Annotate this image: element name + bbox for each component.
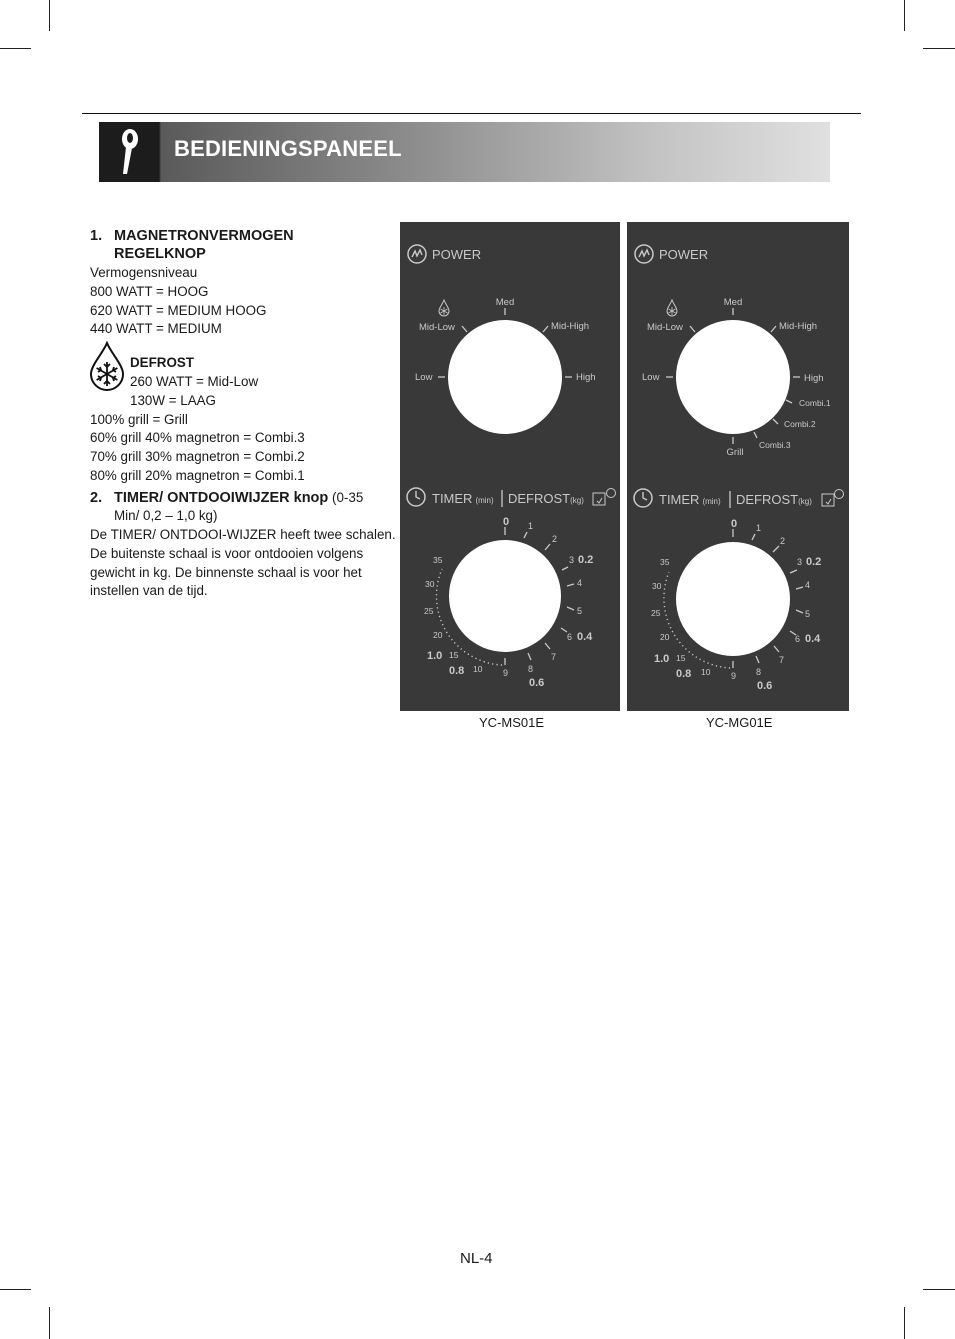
power-med-label: Med (723, 297, 743, 308)
defrost-title: DEFROST (130, 355, 194, 370)
crop-mark (923, 1289, 955, 1290)
timer-35-label: 35 (433, 555, 443, 565)
timer-20-label: 20 (660, 632, 670, 642)
section2-title: TIMER/ ONTDOOIWIJZER knop (114, 490, 329, 506)
crop-mark (0, 48, 31, 49)
body-line: Vermogensniveau (90, 265, 198, 280)
timer-5-label: 5 (577, 606, 583, 616)
kg-06-label: 0.6 (757, 680, 773, 692)
knob-icon (99, 122, 159, 182)
body-line: 440 WATT = MEDIUM (90, 321, 222, 336)
power-combi1-label: Combi.1 (799, 398, 831, 408)
power-midhigh-label: Mid-High (779, 321, 818, 332)
power-knob[interactable] (676, 320, 790, 434)
crop-mark (923, 48, 955, 49)
body-line: 80% grill 20% magnetron = Combi.1 (90, 468, 305, 483)
kg-04-label: 0.4 (805, 633, 821, 645)
kg-06-label: 0.6 (529, 677, 545, 689)
timer-15-label: 15 (449, 650, 459, 660)
crop-mark (904, 1307, 905, 1339)
body-line: 70% grill 30% magnetron = Combi.2 (90, 449, 305, 464)
section1-number: 1. (90, 228, 103, 244)
timer-label: TIMER (min) (659, 492, 721, 507)
timer-1-label: 1 (528, 521, 534, 531)
defrost-small-icon (667, 300, 677, 316)
timer-5-label: 5 (805, 609, 811, 619)
body-line: De TIMER/ ONTDOOI-WIJZER heeft twee schalen. (90, 527, 396, 542)
power-high-label: High (576, 372, 596, 383)
clock-icon (407, 488, 425, 506)
timer-4-label: 4 (577, 578, 583, 588)
page-number: NL-4 (460, 1250, 493, 1267)
timer-3-label: 3 (569, 555, 575, 565)
model-caption-right: YC-MG01E (706, 715, 773, 730)
crop-mark (904, 0, 905, 31)
kg-02-label: 0.2 (806, 556, 822, 568)
section2-range: (0-35 (332, 490, 364, 505)
power-combi3-label: Combi.3 (759, 440, 791, 450)
timer-9-label: 9 (503, 668, 509, 678)
power-midhigh-label: Mid-High (551, 321, 590, 332)
timer-7-label: 7 (779, 655, 785, 665)
kg-04-label: 0.4 (577, 631, 593, 643)
section1-title: MAGNETRONVERMOGEN (114, 228, 294, 244)
timer-label: TIMER (min) (432, 491, 494, 506)
timer-9-label: 9 (731, 671, 737, 681)
timer-35-label: 35 (660, 557, 670, 567)
defrost-weight-icon (822, 490, 844, 507)
timer-2-label: 2 (552, 534, 558, 544)
power-icon (635, 245, 653, 263)
power-midlow-label: Mid-Low (647, 322, 683, 333)
power-high-label: High (804, 373, 824, 384)
power-label: POWER (432, 247, 482, 262)
timer-10-label: 10 (473, 664, 483, 674)
crop-mark (0, 1289, 31, 1290)
power-midlow-label: Mid-Low (419, 322, 455, 333)
crop-mark (49, 0, 50, 31)
timer-0-label: 0 (502, 516, 510, 528)
timer-4-label: 4 (805, 580, 811, 590)
defrost-drop-icon (89, 341, 125, 396)
section2-title-line (114, 489, 363, 508)
kg-08-label: 0.8 (676, 668, 692, 680)
timer-knob[interactable] (676, 542, 790, 656)
timer-6-label: 6 (567, 632, 573, 642)
section2-range: Min/ 0,2 – 1,0 kg) (114, 508, 218, 523)
timer-30-label: 30 (652, 581, 662, 591)
kg-02-label: 0.2 (578, 554, 594, 566)
timer-0-label: 0 (730, 518, 738, 530)
body-line: 260 WATT = Mid-Low (130, 374, 259, 389)
timer-6-label: 6 (795, 634, 801, 644)
page-title: BEDIENINGSPANEEL (174, 136, 402, 161)
kg-10-label: 1.0 (654, 653, 670, 665)
timer-10-label: 10 (701, 667, 711, 677)
control-panel-ms01e (400, 222, 620, 711)
body-line: 100% grill = Grill (90, 412, 188, 427)
power-grill-label: Grill (726, 447, 744, 458)
timer-25-label: 25 (651, 608, 661, 618)
body-line: 800 WATT = HOOG (90, 284, 209, 299)
body-line: gewicht in kg. De binnenste schaal is voor het (90, 565, 362, 580)
timer-30-label: 30 (425, 579, 435, 589)
body-line: 60% grill 40% magnetron = Combi.3 (90, 430, 305, 445)
power-label: POWER (659, 247, 709, 262)
defrost-label: DEFROST(kg) (736, 492, 812, 507)
timer-25-label: 25 (424, 606, 434, 616)
section-banner (99, 122, 830, 182)
clock-icon (634, 489, 652, 507)
header-rule (82, 113, 861, 114)
power-icon (408, 245, 426, 263)
timer-1-label: 1 (756, 523, 762, 533)
crop-mark (49, 1307, 50, 1339)
model-caption-left: YC-MS01E (479, 715, 545, 730)
power-knob[interactable] (448, 320, 562, 434)
kg-10-label: 1.0 (427, 650, 443, 662)
section2-number: 2. (90, 490, 103, 506)
timer-20-label: 20 (433, 630, 443, 640)
body-line: 620 WATT = MEDIUM HOOG (90, 303, 267, 318)
control-panel-mg01e (627, 222, 849, 711)
timer-8-label: 8 (756, 667, 762, 677)
timer-knob[interactable] (449, 540, 561, 652)
timer-15-label: 15 (676, 653, 686, 663)
power-low-label: Low (642, 372, 660, 383)
power-combi2-label: Combi.2 (784, 419, 816, 429)
kg-08-label: 0.8 (449, 665, 465, 677)
body-line: De buitenste schaal is voor ontdooien volgens (90, 546, 364, 561)
body-line: 130W = LAAG (130, 393, 216, 408)
defrost-small-icon (439, 300, 449, 316)
power-low-label: Low (415, 372, 433, 383)
power-med-label: Med (495, 297, 515, 308)
timer-8-label: 8 (528, 664, 534, 674)
defrost-weight-icon (593, 489, 616, 506)
body-line: instellen van de tijd. (90, 583, 208, 598)
timer-7-label: 7 (551, 652, 557, 662)
timer-2-label: 2 (780, 536, 786, 546)
timer-3-label: 3 (797, 557, 803, 567)
section1-title: REGELKNOP (114, 246, 206, 262)
defrost-label: DEFROST(kg) (508, 491, 584, 506)
